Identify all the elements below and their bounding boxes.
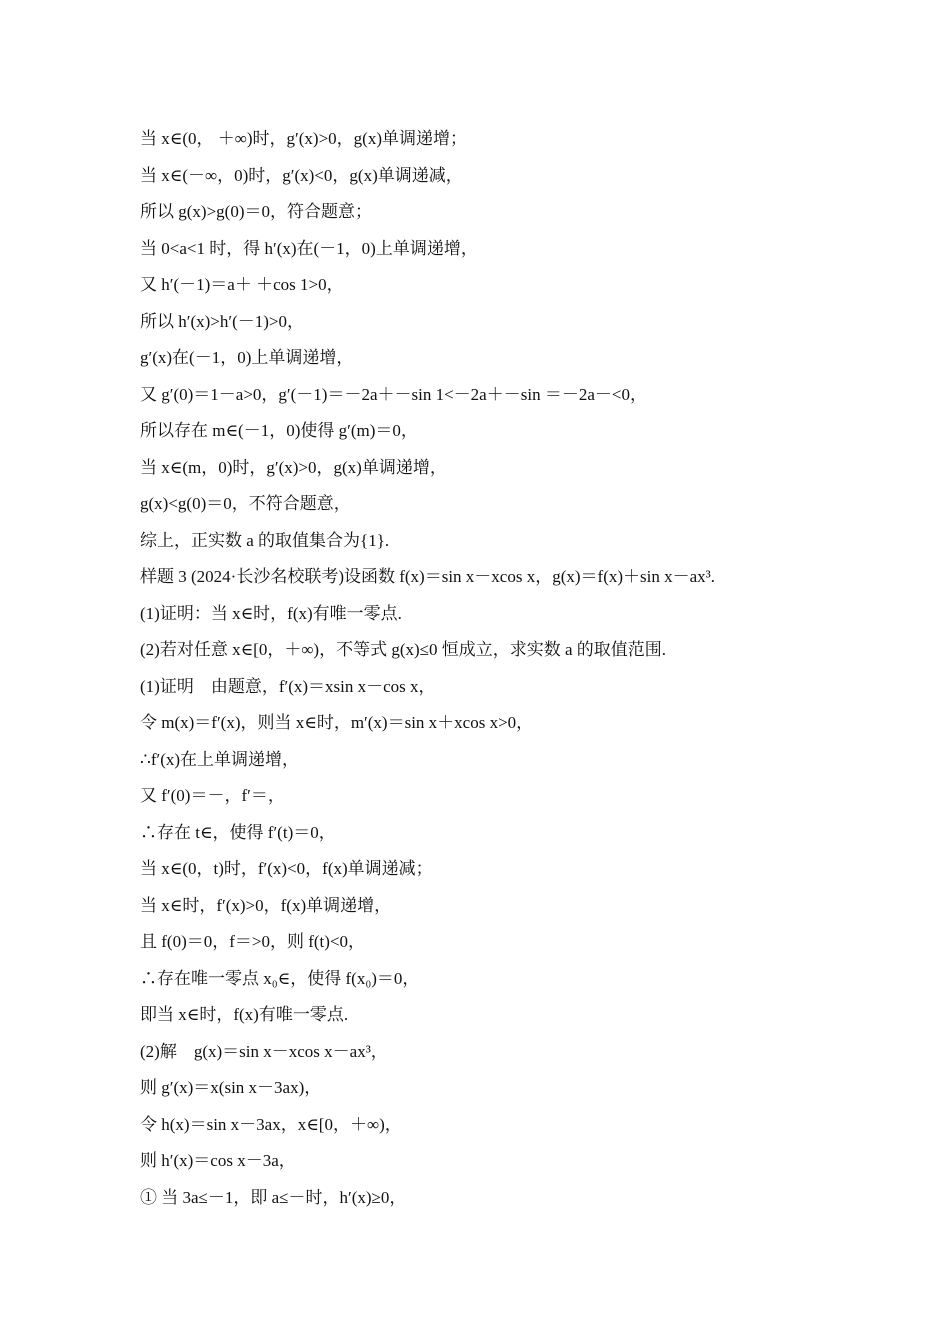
text-line: 当 x∈(－∞，0)时，g′(x)<0，g(x)单调递减， [140, 165, 463, 185]
problem-statement: 样题 3 (2024·长沙名校联考)设函数 f(x)＝sin x－xcos x，g(x)＝f(x)＋sin x－ax³. [140, 567, 716, 586]
text-line: 令 h(x)＝sin x－3ax，x∈[0，＋∞)， [140, 1114, 402, 1134]
solution-heading: (2)解 g(x)＝sin x－xcos x－ax³， [140, 1041, 388, 1061]
text-line: 令 m(x)＝f′(x)，则当 x∈时，m′(x)＝sin x＋xcos x>0， [140, 713, 534, 732]
text-line: 所以 g(x)>g(0)＝0，符合题意； [140, 202, 372, 221]
problem-part-2: (2)若对任意 x∈[0，＋∞)，不等式 g(x)≤0 恒成立，求实数 a 的取值范围. [140, 640, 667, 659]
text-line: 则 g′(x)＝x(sin x－3ax)， [140, 1078, 322, 1097]
text-line: g′(x)在(－1，0)上单调递增， [140, 348, 354, 367]
text-line: ∴存在唯一零点 x₀∈，使得 f(x₀)＝0， [140, 968, 420, 988]
text-line: ① 当 3a≤－1，即 a≤－时，h′(x)≥0， [140, 1187, 407, 1207]
text-line: 又 f′(0)＝－，f′＝， [140, 786, 285, 805]
text-line: ∴f′(x)在上单调递增， [140, 749, 300, 769]
document-page [140, 121, 820, 1216]
text-line: 则 h′(x)＝cos x－3a， [140, 1151, 296, 1170]
text-line: 又 h′(－1)＝a＋ ＋cos 1>0， [140, 275, 344, 294]
problem-part-1: (1)证明：当 x∈时，f(x)有唯一零点. [140, 603, 402, 623]
text-line: 当 x∈时，f′(x)>0，f(x)单调递增， [140, 895, 392, 915]
text-line: 且 f(0)＝0，f＝>0，则 f(t)<0， [140, 932, 366, 951]
text-line: 当 0<a<1 时，得 h′(x)在(－1，0)上单调递增， [140, 238, 478, 258]
text-line: 所以存在 m∈(－1，0)使得 g′(m)＝0， [140, 421, 418, 440]
text-line: 综上，正实数 a 的取值集合为{1}. [140, 530, 390, 550]
text-line: 当 x∈(m，0)时，g′(x)>0，g(x)单调递增， [140, 457, 447, 477]
text-line: 即当 x∈时，f(x)有唯一零点. [140, 1005, 349, 1024]
text-line: ∴存在 t∈，使得 f′(t)＝0， [140, 822, 336, 842]
proof-heading: (1)证明 由题意，f′(x)＝xsin x－cos x， [140, 676, 436, 696]
text-line: 又 g′(0)＝1－a>0，g′(－1)＝－2a＋－sin 1<－2a＋－sin ＝－2a－<0， [140, 384, 647, 404]
text-line: 所以 h′(x)>h′(－1)>0， [140, 311, 305, 331]
text-line: g(x)<g(0)＝0，不符合题意， [140, 494, 351, 513]
text-line: 当 x∈(0， ＋∞)时，g′(x)>0，g(x)单调递增； [140, 129, 467, 148]
text-line: 当 x∈(0，t)时，f′(x)<0，f(x)单调递减； [140, 859, 433, 878]
